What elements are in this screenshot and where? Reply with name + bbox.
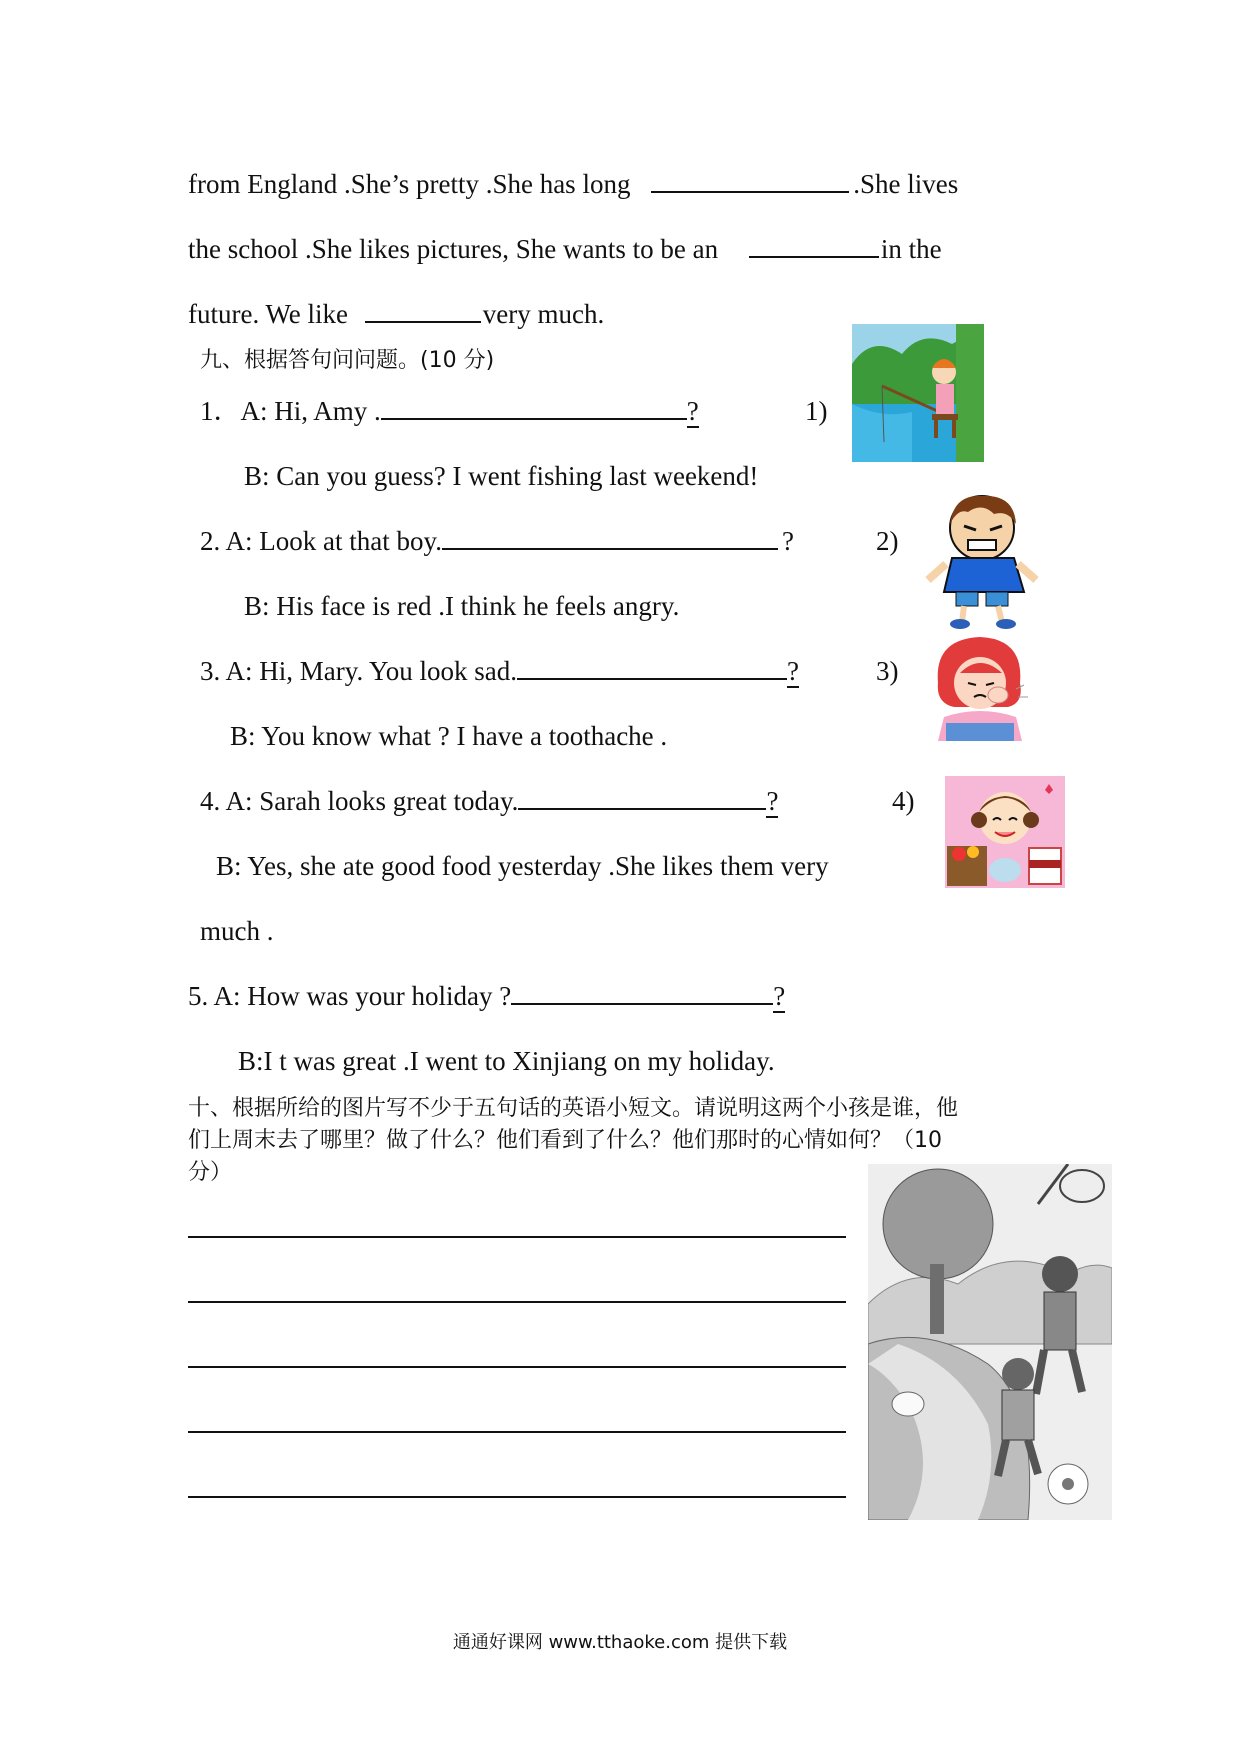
writing-line[interactable] [188, 1496, 846, 1498]
question-5-a: 5. A: How was your holiday ? ? [188, 981, 786, 1011]
question-5-b: B:I t was great .I went to Xinjiang on my holiday. [238, 1046, 775, 1076]
question-4-b: B: Yes, she ate good food yesterday .She likes them very [216, 851, 829, 881]
question-4-b-cont: much . [200, 916, 274, 946]
question-3-a: 3. A: Hi, Mary. You look sad. ? [200, 656, 800, 686]
happy-girl-food-image [945, 776, 1065, 888]
passage-text: the school .She likes pictures, She wants to be an [188, 234, 719, 264]
angry-boy-image [924, 488, 1040, 630]
passage-text: very much. [482, 299, 605, 329]
writing-line[interactable] [188, 1366, 846, 1368]
passage-text: in the [880, 234, 942, 264]
question-3-number: 3) [876, 656, 899, 686]
answer-blank[interactable] [517, 654, 787, 680]
question-1-a: 1．A: Hi, Amy . ? [200, 396, 699, 426]
answer-blank[interactable] [511, 979, 773, 1005]
passage-line-1 [188, 167, 1056, 201]
section-9-heading: 九、根据答句问问题。(10 分) [200, 348, 495, 373]
question-2-b: B: His face is red .I think he feels angry. [244, 591, 680, 621]
passage-text: future. We like [188, 299, 349, 329]
answer-blank[interactable] [518, 784, 766, 810]
section-10-line-3: 分） [188, 1160, 233, 1185]
fishing-girl-image [852, 324, 984, 462]
answer-blank[interactable] [749, 232, 879, 258]
question-3-b: B: You know what ? I have a toothache . [230, 721, 668, 751]
answer-blank[interactable] [365, 297, 481, 323]
question-2-number: 2) [876, 526, 899, 556]
question-2-a: 2. A: Look at that boy. ? [200, 526, 794, 556]
footer-credit: 通通好课网 www.tthaoke.com 提供下载 [452, 1632, 788, 1653]
passage-text: from England .She’s pretty .She has long [188, 169, 631, 199]
answer-blank[interactable] [381, 394, 687, 420]
question-4-a: 4. A: Sarah looks great today. ? [200, 786, 779, 816]
passage-line-2 [188, 232, 942, 266]
writing-line[interactable] [188, 1236, 846, 1238]
question-1-number: 1) [805, 396, 828, 426]
section-10-line-2: 们上周末去了哪里？做了什么？他们看到了什么？他们那时的心情如何？（10 [188, 1128, 942, 1153]
toothache-girl-image [924, 633, 1036, 741]
writing-line[interactable] [188, 1301, 846, 1303]
question-4-number: 4) [892, 786, 915, 816]
answer-blank[interactable] [442, 524, 778, 550]
section-10-line-1: 十、根据所给的图片写不少于五句话的英语小短文。请说明这两个小孩是谁，他 [188, 1096, 959, 1121]
writing-line[interactable] [188, 1431, 846, 1433]
passage-line-3 [188, 297, 604, 331]
answer-blank[interactable] [651, 167, 849, 193]
question-1-b: B: Can you guess? I went fishing last weekend! [244, 461, 759, 491]
passage-text: .She lives [853, 169, 959, 199]
kids-river-image [868, 1164, 1112, 1520]
